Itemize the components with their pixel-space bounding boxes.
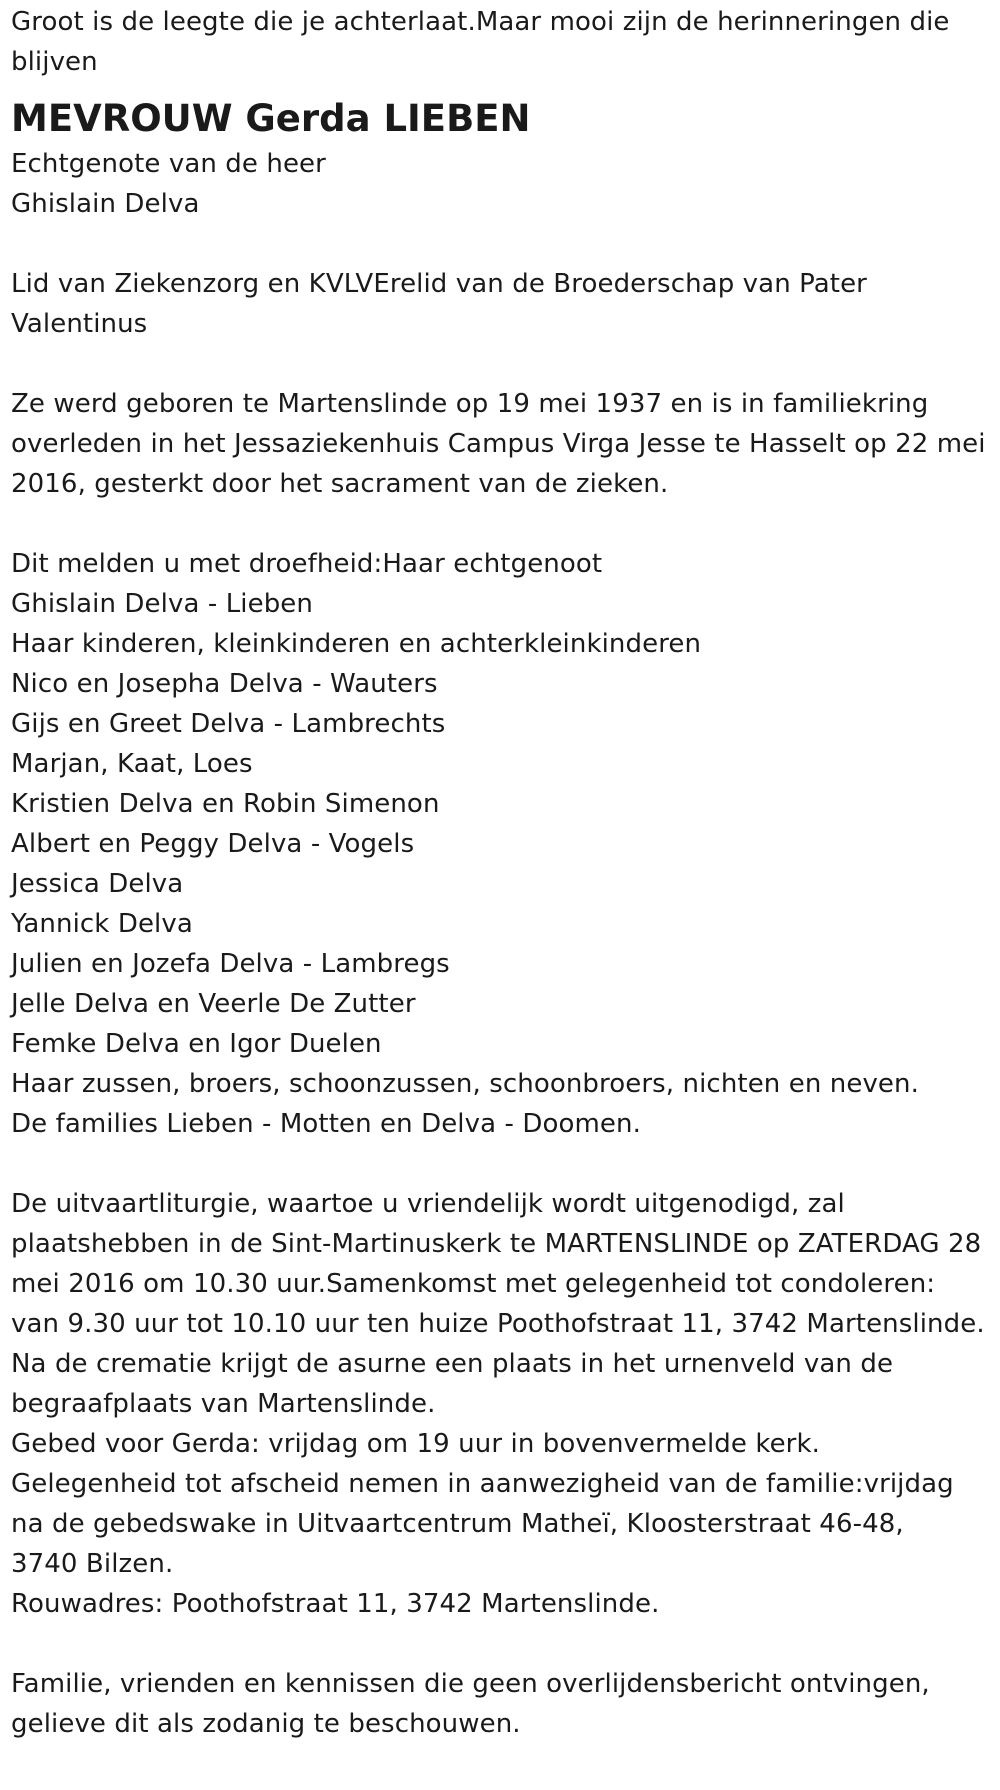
family-line: Ghislain Delva - Lieben (11, 589, 313, 619)
spacer (11, 1624, 990, 1664)
motto-line: blijven (11, 47, 98, 77)
family-section (11, 544, 990, 1144)
family-line: Julien en Jozefa Delva - Lambregs (11, 949, 450, 979)
family-line: Dit melden u met droefheid:Haar echtgenoot (11, 549, 603, 579)
spacer (11, 504, 990, 544)
closing-line: gelieve dit als zodanig te beschouwen. (11, 1709, 521, 1739)
ceremony-line: De uitvaartliturgie, waartoe u vriendelijk wordt uitgenodigd, zal (11, 1189, 845, 1219)
spacer (11, 344, 990, 384)
family-line: Haar zussen, broers, schoonzussen, schoonbroers, nichten en neven. (11, 1069, 919, 1099)
ceremony-line: mei 2016 om 10.30 uur.Samenkomst met gelegenheid tot condoleren: (11, 1269, 936, 1299)
ceremony-line: Rouwadres: Poothofstraat 11, 3742 Martenslinde. (11, 1589, 660, 1619)
birth-death-line: 2016, gesterkt door het sacrament van de zieken. (11, 469, 669, 499)
spacer (11, 1144, 990, 1184)
family-line: Nico en Josepha Delva - Wauters (11, 669, 438, 699)
family-line: Albert en Peggy Delva - Vogels (11, 829, 415, 859)
spouse-line: Echtgenote van de heer (11, 149, 326, 179)
membership-line: Valentinus (11, 309, 148, 339)
deceased-name-title: MEVROUW Gerda LIEBEN (11, 97, 531, 140)
family-line: Jessica Delva (11, 869, 184, 899)
family-line: Jelle Delva en Veerle De Zutter (11, 989, 416, 1019)
birth-death-line: Ze werd geboren te Martenslinde op 19 mei 1937 en is in familiekring (11, 389, 929, 419)
spouse-section (11, 144, 990, 224)
ceremony-line: begraafplaats van Martenslinde. (11, 1389, 436, 1419)
family-line: Marjan, Kaat, Loes (11, 749, 253, 779)
family-line: De families Lieben - Motten en Delva - Doomen. (11, 1109, 641, 1139)
ceremony-line: van 9.30 uur tot 10.10 uur ten huize Poothofstraat 11, 3742 Martenslinde. (11, 1309, 985, 1339)
family-line: Femke Delva en Igor Duelen (11, 1029, 382, 1059)
ceremony-section (11, 1184, 990, 1624)
motto-section (11, 2, 990, 82)
motto-line: Groot is de leegte die je achterlaat.Maar mooi zijn de herinneringen die (11, 7, 950, 37)
family-line: Yannick Delva (11, 909, 193, 939)
ceremony-line: Gelegenheid tot afscheid nemen in aanwezigheid van de familie:vrijdag (11, 1469, 954, 1499)
closing-line: Familie, vrienden en kennissen die geen overlijdensbericht ontvingen, (11, 1669, 930, 1699)
family-line: Kristien Delva en Robin Simenon (11, 789, 440, 819)
ceremony-line: Na de crematie krijgt de asurne een plaats in het urnenveld van de (11, 1349, 894, 1379)
ceremony-line: plaatshebben in de Sint-Martinuskerk te MARTENSLINDE op ZATERDAG 28 (11, 1229, 982, 1259)
family-line: Haar kinderen, kleinkinderen en achterkleinkinderen (11, 629, 702, 659)
spacer (11, 224, 990, 264)
birth-death-section (11, 384, 990, 504)
closing-section (11, 1664, 990, 1744)
ceremony-line: na de gebedswake in Uitvaartcentrum Matheï, Kloosterstraat 46-48, (11, 1509, 904, 1539)
ceremony-line: 3740 Bilzen. (11, 1549, 174, 1579)
ceremony-line: Gebed voor Gerda: vrijdag om 19 uur in bovenvermelde kerk. (11, 1429, 820, 1459)
membership-line: Lid van Ziekenzorg en KVLVErelid van de Broederschap van Pater (11, 269, 867, 299)
family-line: Gijs en Greet Delva - Lambrechts (11, 709, 446, 739)
birth-death-line: overleden in het Jessaziekenhuis Campus Virga Jesse te Hasselt op 22 mei (11, 429, 986, 459)
spouse-line: Ghislain Delva (11, 189, 200, 219)
membership-section (11, 264, 990, 344)
